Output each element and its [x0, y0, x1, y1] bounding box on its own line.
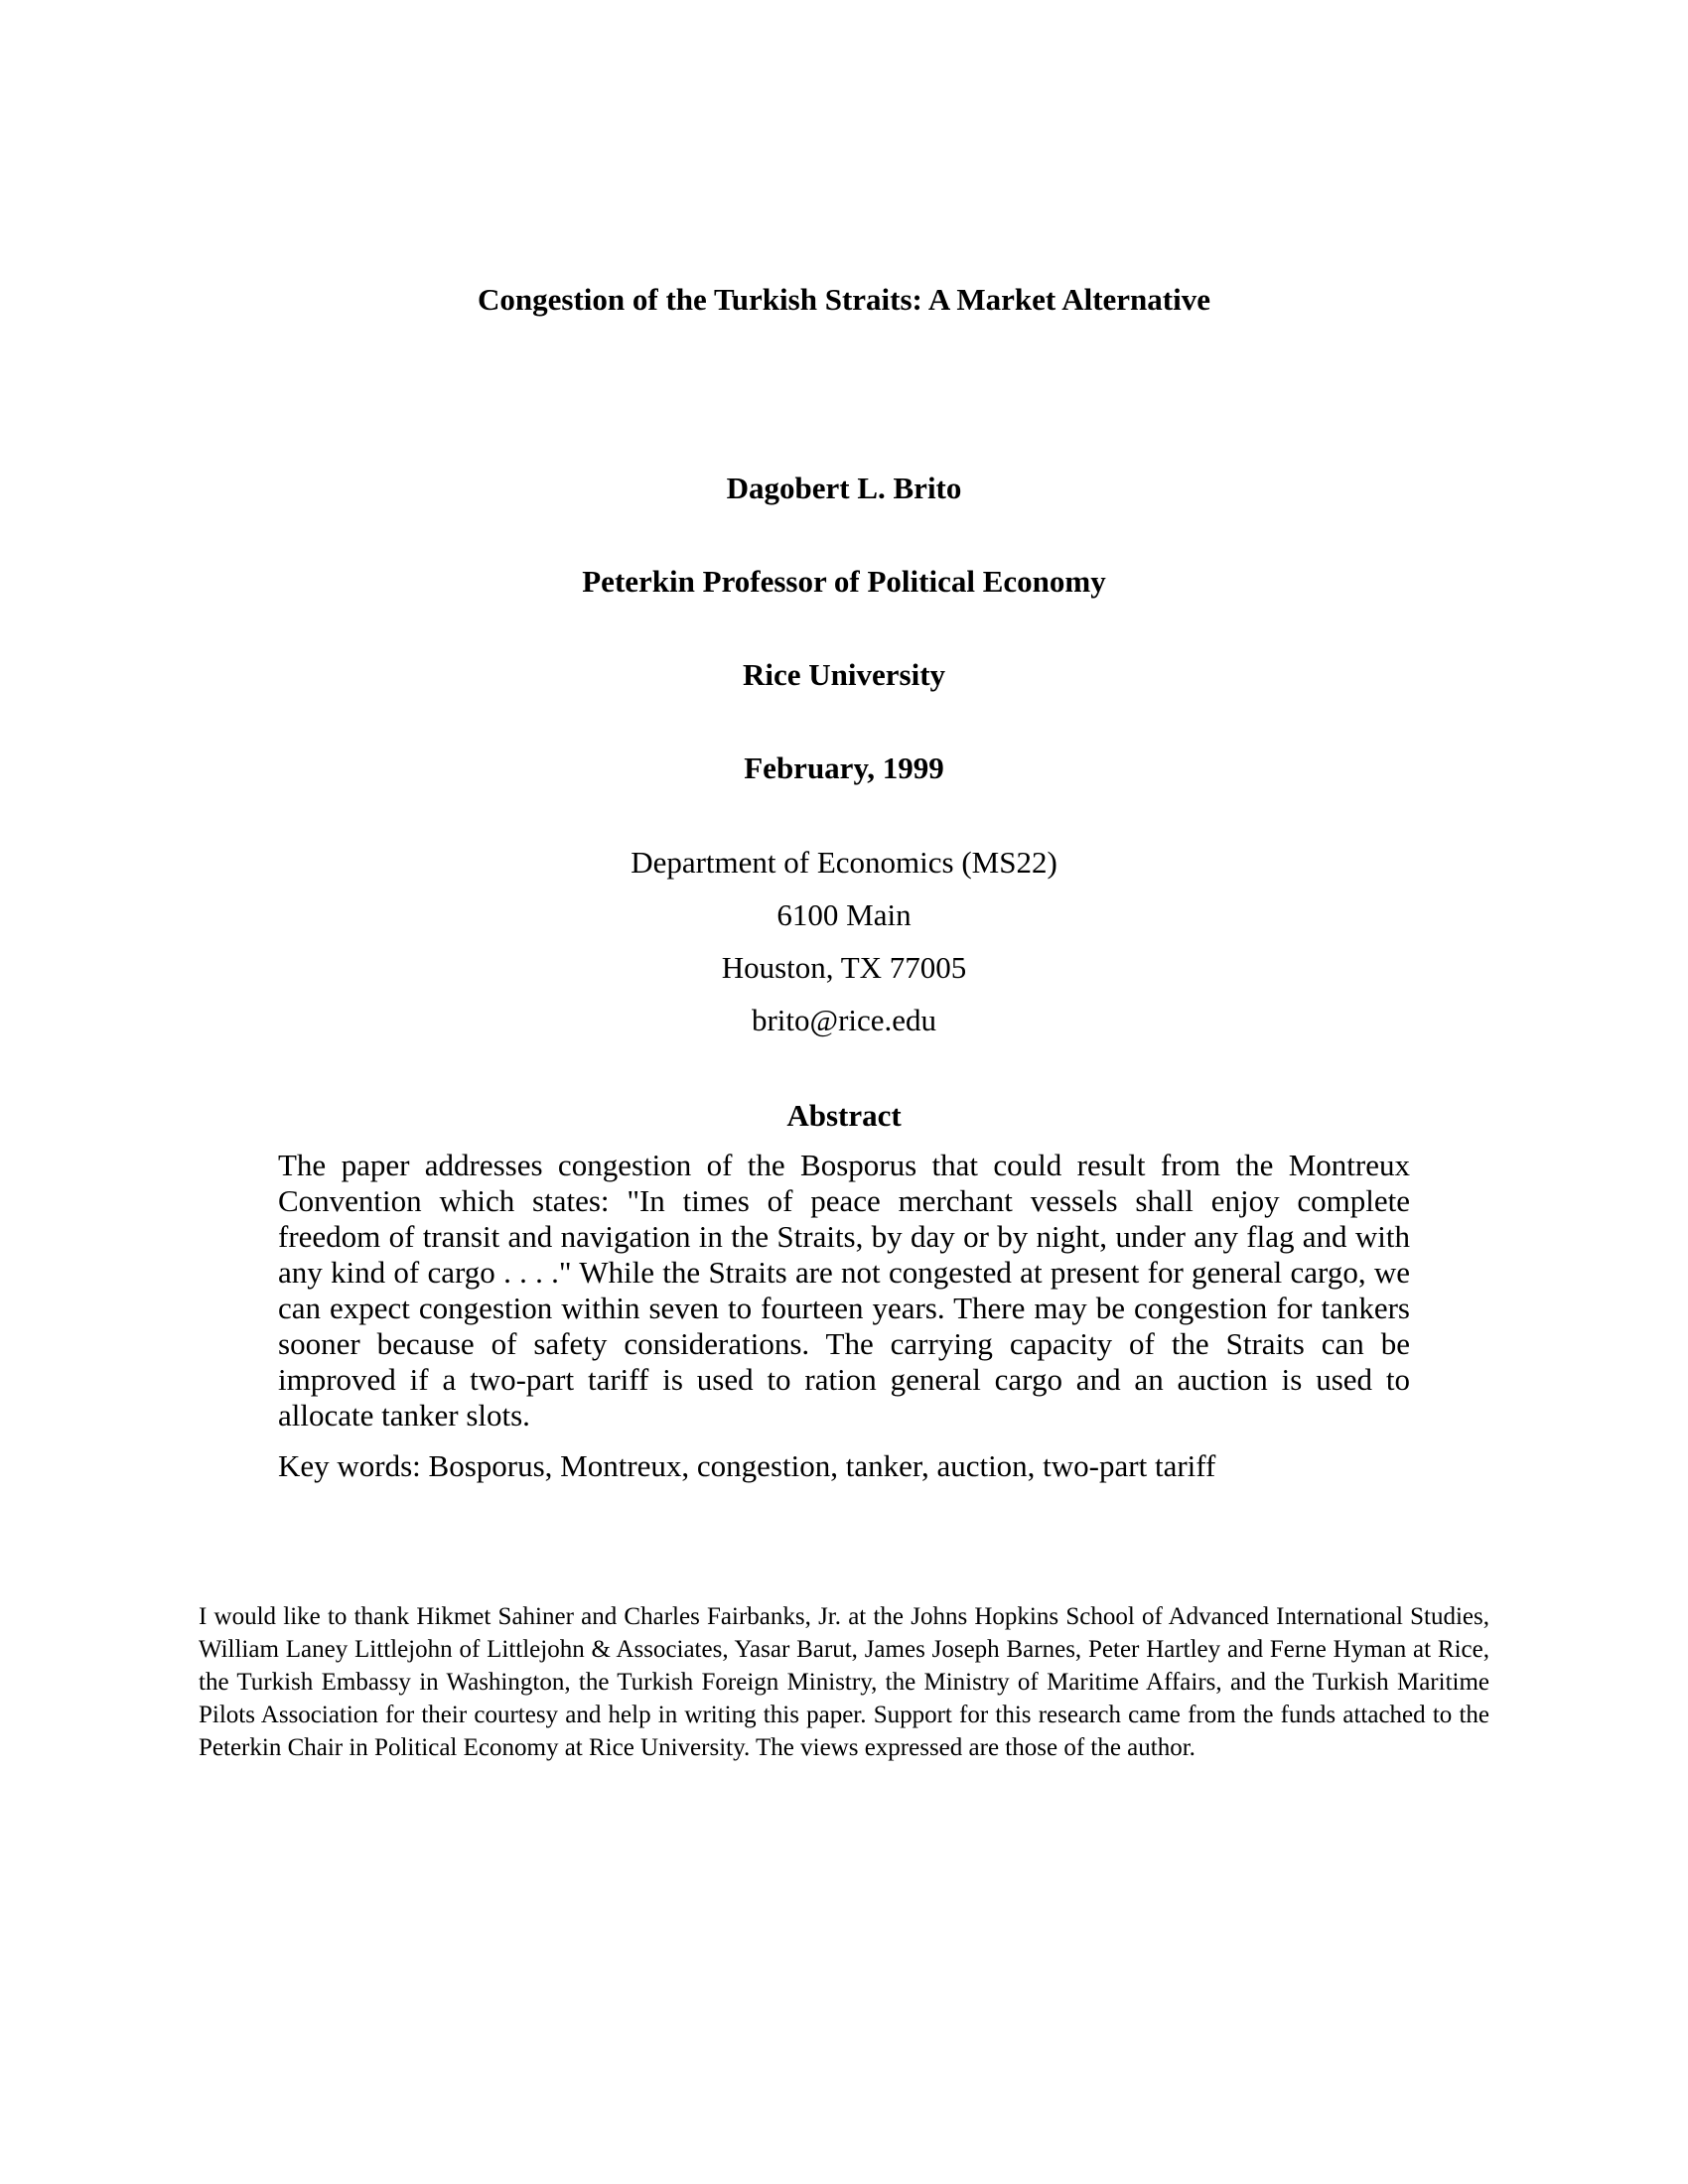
acknowledgement-footnote: I would like to thank Hikmet Sahiner and Charles Fairbanks, Jr. at the Johns Hopkins School of Advanced International Studies, William Laney Littlejohn of Littlejohn & Associates, Yasar Barut, James Joseph Barnes, Peter Hartley and Ferne Hyman at Rice, the Turkish Embassy in Washington, the Turkish Foreign Ministry, the Ministry of Maritime Affairs, and the Turkish Maritime Pilots Association for their courtesy and help in writing this paper. Support for this research came from the funds attached to the Peterkin Chair in Political Economy at Rice University. The views expressed are those of the author. — [199, 1603, 1489, 1761]
author-university: Rice University — [742, 657, 946, 692]
keywords: Key words: Bosporus, Montreux, congestion, tanker, auction, two-part tariff — [278, 1448, 1216, 1483]
paper-title: Congestion of the Turkish Straits: A Market Alternative — [478, 282, 1210, 317]
address-department: Department of Economics (MS22) — [631, 845, 1057, 880]
author-address — [0, 843, 1688, 1053]
author-position: Peterkin Professor of Political Economy — [582, 564, 1106, 599]
abstract-heading: Abstract — [786, 1098, 902, 1133]
address-city: Houston, TX 77005 — [721, 950, 967, 985]
author-name: Dagobert L. Brito — [726, 471, 962, 505]
address-street: 6100 Main — [776, 897, 912, 932]
address-email: brito@rice.edu — [751, 1003, 937, 1037]
paper-date: February, 1999 — [744, 751, 944, 785]
abstract-body: The paper addresses congestion of the Bosporus that could result from the Montreux Convention which states: "In times of peace merchant vessels shall enjoy complete freedom of transit and navigation in the Straits, by day or by night, under any flag and with any kind of cargo . . . ." While the Straits are not congested at present for general cargo, we can expect congestion within seven to fourteen years. There may be congestion for tankers sooner because of safety considerations. The carrying capacity of the Straits can be improved if a two-part tariff is used to ration general cargo and an auction is used to allocate tanker slots. — [278, 1148, 1410, 1433]
